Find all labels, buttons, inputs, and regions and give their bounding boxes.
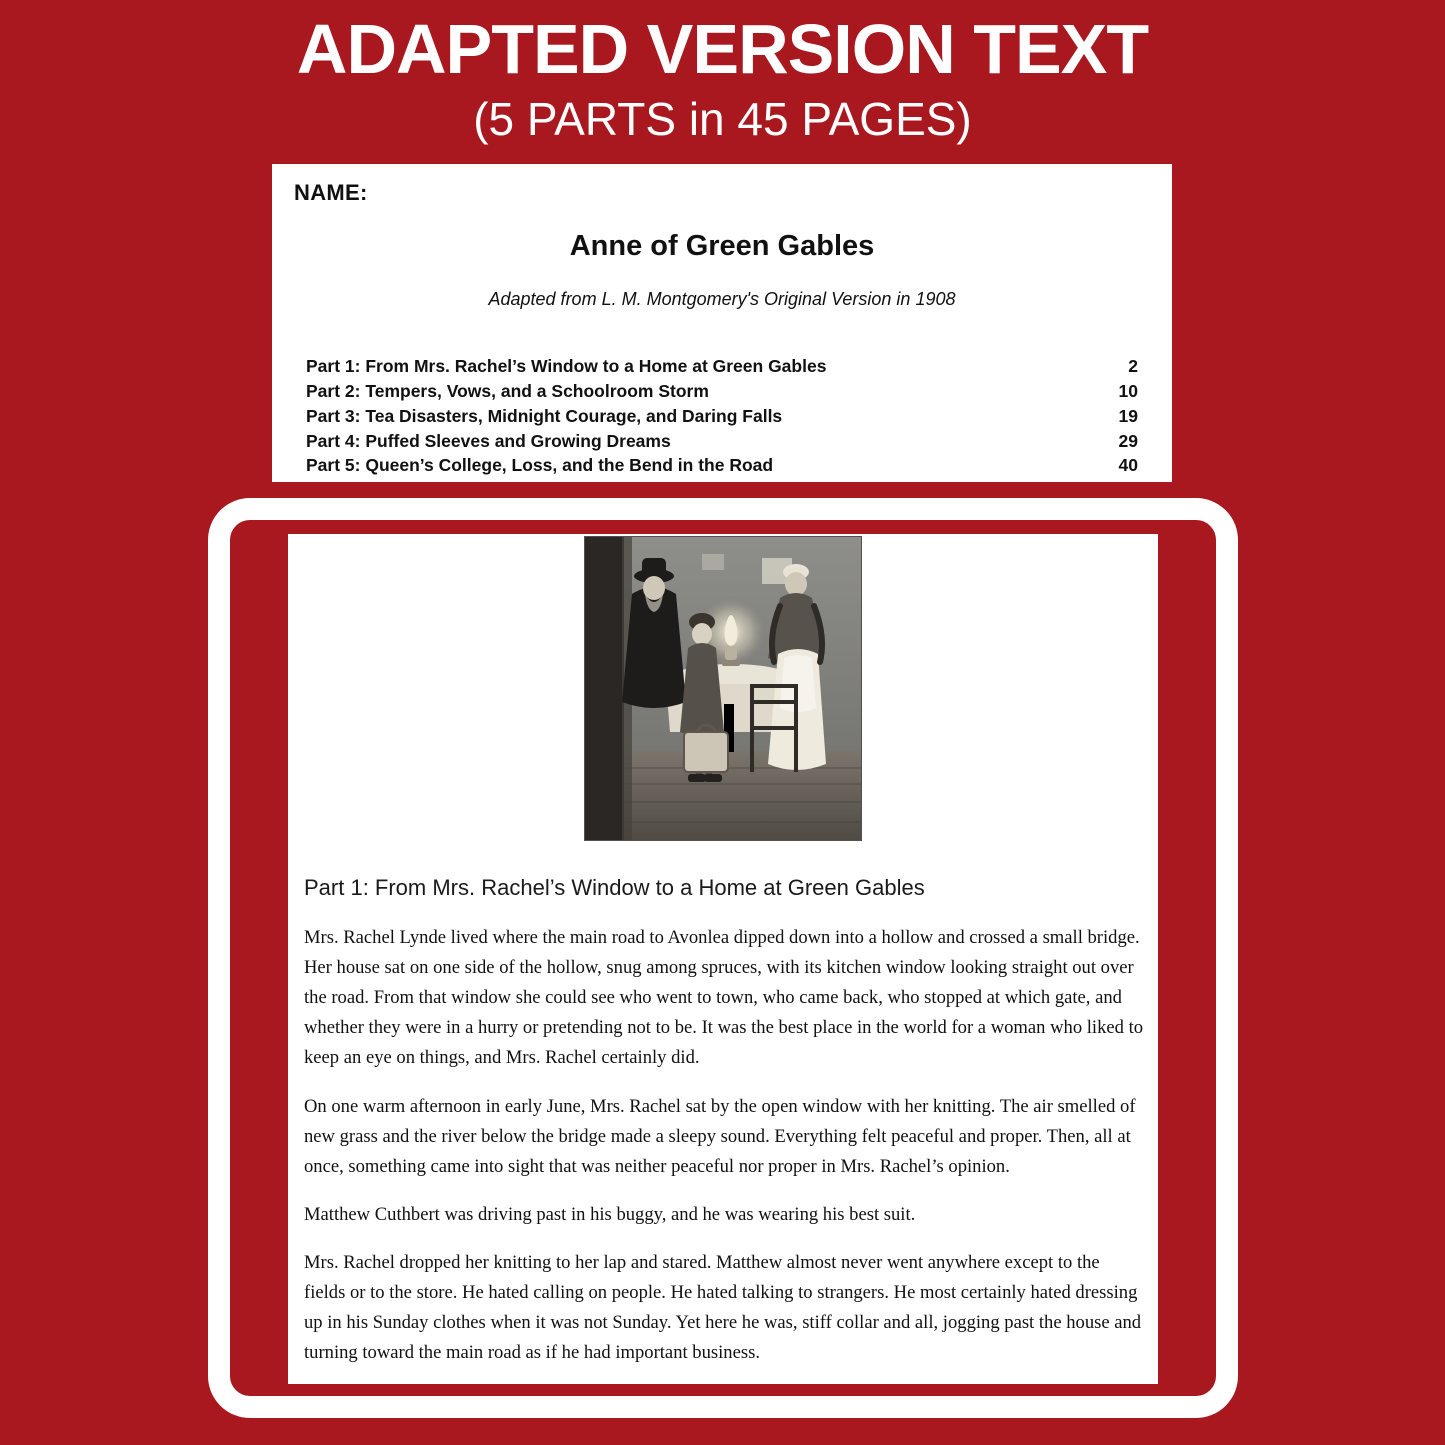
body-paragraph: Mrs. Rachel dropped her knitting to her lap and stared. Matthew almost never went anywhere except to the fields or to the store. He hated calling on people. He hated talking to strangers. He most certainly hated dressing up in his Sunday clothes when it was not Sunday. Yet here he was, stiff collar and all, jogging past the house and turning toward the main road as if he had important business. — [304, 1251, 1142, 1364]
page-subtitle: (5 PARTS in 45 PAGES) — [473, 93, 972, 145]
part-heading: Part 1: From Mrs. Rachel’s Window to a Home at Green Gables — [304, 875, 925, 900]
toc-entry-page: 10 — [1118, 380, 1138, 401]
toc-row — [306, 354, 1138, 379]
page-title: ADAPTED VERSION TEXT — [296, 10, 1149, 88]
toc-entry-page: 2 — [1128, 356, 1138, 376]
preview-page — [288, 534, 1158, 1384]
toc-entry-page: 19 — [1118, 405, 1138, 426]
body-paragraph: On one warm afternoon in early June, Mrs. Rachel sat by the open window with her knitting. The air smelled of new grass and the river below the bridge made a sleepy sound. Everything felt peaceful and proper. Then, all at once, something came into sight that was neither peaceful nor proper in Mrs. Rachel’s opinion. — [304, 1095, 1136, 1177]
toc-entry-page: 29 — [1118, 430, 1138, 451]
toc-row — [306, 404, 1138, 429]
toc-entry-label: Part 2: Tempers, Vows, and a Schoolroom Storm — [306, 380, 709, 401]
toc-row — [306, 453, 1138, 478]
story-illustration — [584, 536, 862, 841]
toc-row — [306, 379, 1138, 404]
table-of-contents — [294, 354, 1150, 478]
body-paragraph: Mrs. Rachel Lynde lived where the main road to Avonlea dipped down into a hollow and crossed a small bridge. Her house sat on one side of the hollow, snug among spruces, with its kitchen window looking straight out over the road. From that window she could see who went to town, who came back, who stopped at which gate, and whether they were in a hurry or pretending not to be. It was the best place in the world for a woman who liked to keep an eye on things, and Mrs. Rachel certainly did. — [304, 927, 1144, 1069]
toc-row — [306, 429, 1138, 454]
toc-entry-page: 40 — [1118, 455, 1138, 476]
title-page-card — [272, 164, 1172, 482]
toc-entry-label: Part 5: Queen’s College, Loss, and the Bend in the Road — [306, 455, 774, 476]
body-paragraph: Matthew Cuthbert was driving past in his buggy, and he was wearing his best suit. — [304, 1203, 916, 1225]
preview-text — [288, 875, 1158, 1368]
toc-entry-label: Part 3: Tea Disasters, Midnight Courage, and Daring Falls — [306, 405, 783, 426]
name-field-label: NAME: — [294, 180, 368, 205]
toc-entry-label: Part 4: Puffed Sleeves and Growing Dreams — [306, 430, 671, 451]
illustration-container — [288, 534, 1158, 841]
toc-entry-label: Part 1: From Mrs. Rachel’s Window to a Home at Green Gables — [306, 356, 827, 376]
adaptation-credit: Adapted from L. M. Montgomery's Original Version in 1908 — [488, 289, 956, 309]
book-title: Anne of Green Gables — [569, 230, 875, 262]
poster-header — [0, 0, 1445, 145]
